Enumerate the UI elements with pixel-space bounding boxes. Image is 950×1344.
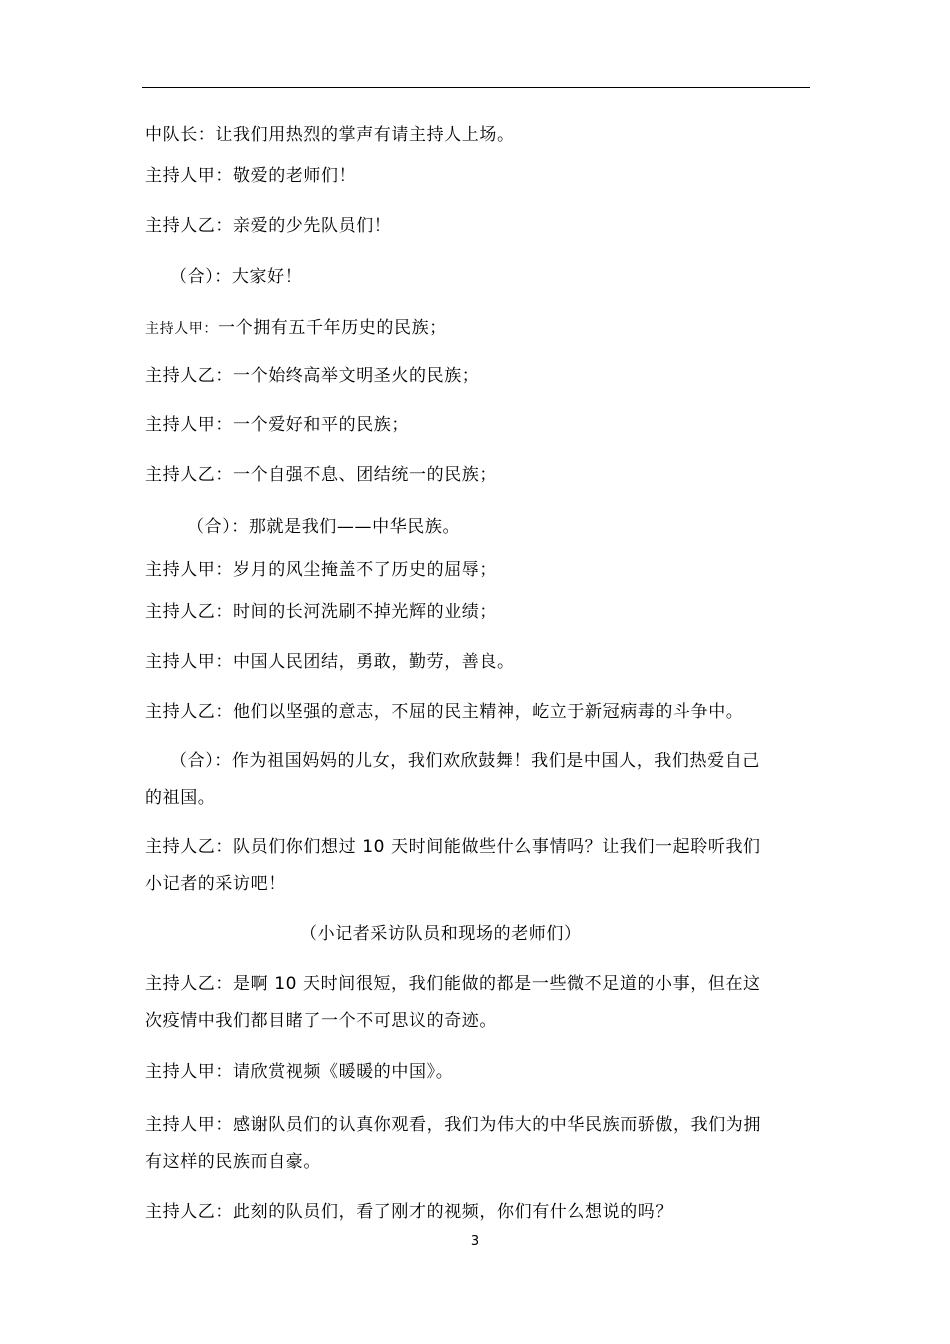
- script-line: （合）：作为祖国妈妈的儿女，我们欢欣鼓舞！我们是中国人，我们热爱自己: [170, 751, 760, 771]
- script-line: 有这样的民族而自豪。: [145, 1152, 321, 1172]
- speaker-label: 主持人甲：: [145, 321, 218, 337]
- script-line: 主持人乙：一个自强不息、团结统一的民族；: [145, 465, 497, 485]
- script-line: 小记者的采访吧！: [145, 874, 286, 894]
- script-line: 主持人乙：亲爱的少先队员们！: [145, 216, 392, 236]
- script-line: 主持人甲：一个爱好和平的民族；: [145, 415, 409, 435]
- script-line: 主持人甲：中国人民团结，勇敢，勤劳，善良。: [145, 652, 515, 672]
- script-line: [145, 317, 447, 340]
- line-text: 一个拥有五千年历史的民族；: [218, 318, 447, 338]
- script-line: 主持人甲：敬爱的老师们！: [145, 166, 357, 186]
- script-line: （合）：那就是我们——中华民族。: [187, 517, 461, 537]
- script-line: 的祖国。: [145, 788, 216, 808]
- script-line: 主持人乙：时间的长河洗刷不掉光辉的业绩；: [145, 602, 497, 622]
- script-line: （合）：大家好！: [170, 267, 303, 287]
- script-line: （小记者采访队员和现场的老师们）: [300, 924, 582, 944]
- script-line: 主持人乙：此刻的队员们，看了刚才的视频，你们有什么想说的吗？: [145, 1202, 673, 1222]
- script-line: 主持人甲：感谢队员们的认真你观看，我们为伟大的中华民族而骄傲，我们为拥: [145, 1115, 761, 1135]
- script-line: 次疫情中我们都目睹了一个不可思议的奇迹。: [145, 1011, 497, 1031]
- script-line: 主持人甲：岁月的风尘掩盖不了历史的屈辱；: [145, 560, 497, 580]
- script-line: 中队长：让我们用热烈的掌声有请主持人上场。: [145, 125, 515, 145]
- script-line: 主持人乙：一个始终高举文明圣火的民族；: [145, 366, 480, 386]
- page-number: 3: [470, 1234, 480, 1249]
- script-line: 主持人乙：是啊 10 天时间很短，我们能做的都是一些微不足道的小事，但在这: [145, 974, 761, 994]
- header-rule: [142, 87, 810, 88]
- script-line: 主持人甲：请欣赏视频《暖暖的中国》。: [145, 1062, 454, 1082]
- script-line: 主持人乙：队员们你们想过 10 天时间能做些什么事情吗？让我们一起聆听我们: [145, 837, 761, 857]
- script-line: 主持人乙：他们以坚强的意志，不屈的民主精神，屹立于新冠病毒的斗争中。: [145, 702, 744, 722]
